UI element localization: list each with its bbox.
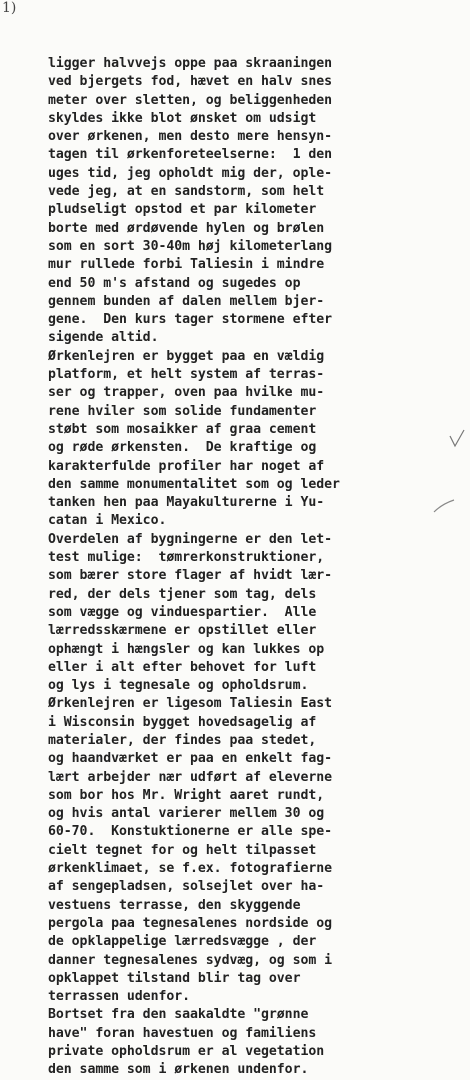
text-line: mur rullede forbi Taliesin i mindre [48, 257, 325, 273]
text-line: gene. Den kurs tager stormene efter [48, 312, 333, 328]
text-line: vede jeg, at en sandstorm, som helt [48, 184, 325, 200]
text-line: private opholdsrum er al vegetation [48, 1044, 325, 1060]
text-line: platform, et helt system af terras- [48, 367, 325, 383]
text-line: som en sort 30-40m høj kilometerlang [48, 238, 333, 254]
text-line: catan i Mexico. [48, 513, 167, 529]
text-line: ser og trapper, oven paa hvilke mu- [48, 385, 325, 401]
text-line: ved bjergets fod, hævet en halv snes [48, 74, 333, 90]
text-line: tanken hen paa Mayakulturerne i Yu- [48, 495, 325, 511]
text-line: ligger halvvejs oppe paa skraaningen [48, 56, 333, 71]
text-line: af sengepladsen, solsejlet over ha- [48, 879, 325, 895]
text-line: og haandværket er paa en enkelt fag- [48, 751, 333, 767]
text-line: de opklappelige lærredsvægge , der [48, 934, 317, 950]
text-line: 60-70. Konstuktionerne er alle spe- [48, 824, 333, 840]
text-line: Bortset fra den saakaldte "grønne [48, 1007, 309, 1023]
text-line: som vægge og vinduespartier. Alle [48, 604, 317, 620]
text-line: ørkenklimaet, se f.ex. fotografierne [48, 861, 333, 877]
text-line: end 50 m's afstand og sugedes op [48, 275, 301, 291]
text-line: terrassen udenfor. [48, 989, 191, 1005]
text-line: over ørkenen, men desto mere hensyn- [48, 129, 333, 145]
text-line: danner tegnesalenes sydvæg, og som i [48, 952, 333, 968]
margin-check-mark [448, 428, 466, 450]
text-line: den samme monumentalitet som og leder [48, 476, 340, 492]
text-line: rene hviler som solide fundamenter [48, 403, 317, 419]
text-line: som bor hos Mr. Wright aaret rundt, [48, 787, 325, 803]
text-line: red, der dels tjener som tag, dels [48, 586, 317, 602]
text-line: pergola paa tegnesalenes nordside og [48, 915, 333, 931]
text-line: lærredsskærmene er opstillet eller [48, 623, 317, 639]
text-line: Overdelen af bygningerne er den let- [48, 531, 333, 547]
text-line: borte med ørdøvende hylen og brølen [48, 220, 325, 236]
text-line: karakterfulde profiler har noget af [48, 458, 325, 474]
text-line: eller i alt efter behovet for luft [48, 659, 317, 675]
text-line: i Wisconsin bygget hovedsagelig af [48, 714, 317, 730]
text-line: og hvis antal varierer mellem 30 og [48, 806, 325, 822]
text-line: støbt som mosaikker af graa cement [48, 421, 317, 437]
text-line: cielt tegnet for og helt tilpasset [48, 842, 317, 858]
text-line: meter over sletten, og beliggenheden [48, 92, 333, 108]
text-line: uges tid, jeg opholdt mig der, ople- [48, 165, 333, 181]
text-line: skyldes ikke blot ønsket om udsigt [48, 110, 317, 126]
text-line: opklappet tilstand blir tag over [48, 970, 301, 986]
text-line: have" foran havestuen og familiens [48, 1025, 317, 1041]
text-line: lært arbejder nær udført af eleverne [48, 769, 333, 785]
text-line: som bærer store flager af hvidt lær- [48, 568, 333, 584]
text-line: materialer, der findes paa stedet, [48, 732, 317, 748]
text-line: og lys i tegnesale og opholdsrum. [48, 678, 309, 694]
text-line: ophængt i hængsler og kan lukkes op [48, 641, 325, 657]
text-line: Ørkenlejren er bygget paa en vældig [48, 348, 325, 364]
text-line: gennem bunden af dalen mellem bjer- [48, 293, 325, 309]
text-line: og røde ørkensten. De kraftige og [48, 440, 317, 456]
typewritten-text-body [48, 55, 428, 1080]
text-line: Ørkenlejren er ligesom Taliesin East [48, 696, 333, 712]
text-line: pludseligt opstod et par kilometer [48, 202, 317, 218]
text-line: test mulige: tømrerkonstruktioner, [48, 550, 325, 566]
text-line: sigende altid. [48, 330, 159, 346]
page-corner-mark: 1) [2, 0, 17, 16]
margin-pencil-stroke [432, 498, 456, 514]
text-line: vestuens terrasse, den skyggende [48, 897, 301, 913]
text-line: den samme som i ørkenen undenfor. [48, 1062, 309, 1078]
text-line: tagen til ørkenforeteelserne: 1 den [48, 147, 333, 163]
